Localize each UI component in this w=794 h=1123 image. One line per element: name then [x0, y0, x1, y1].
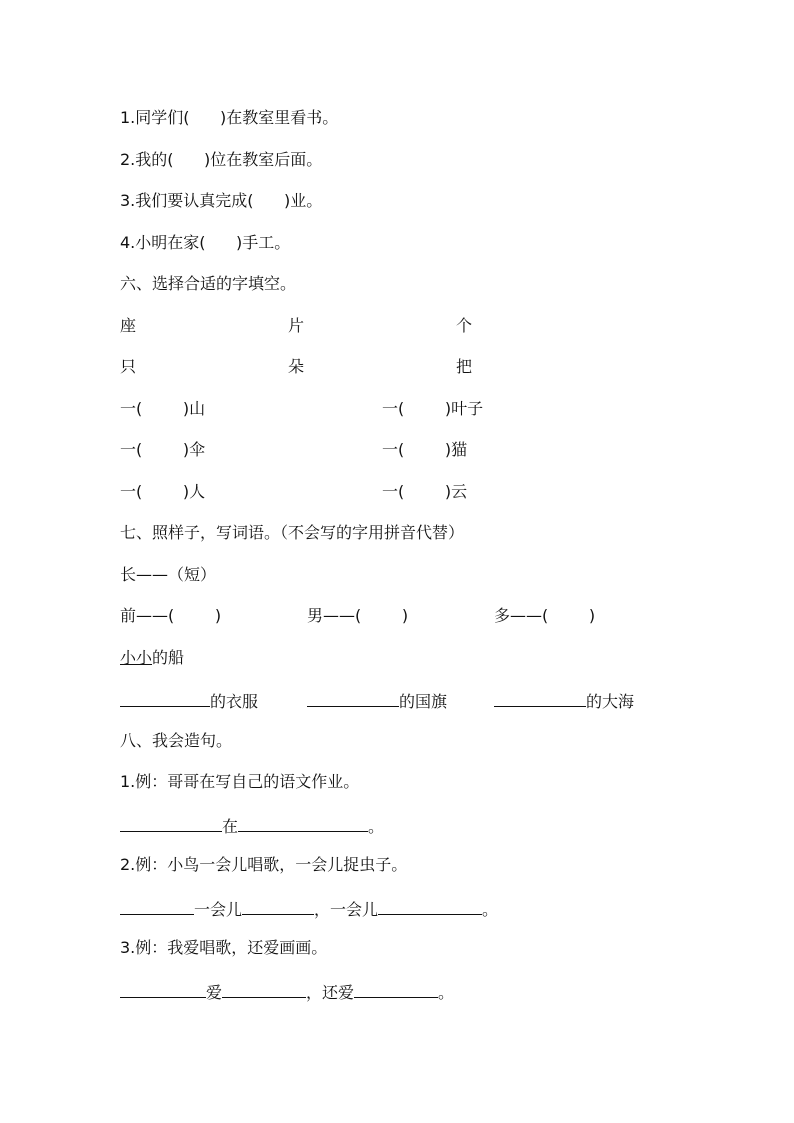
answer-blank[interactable]	[238, 813, 368, 832]
word-choice: 片	[288, 316, 305, 335]
answer-blank[interactable]	[222, 979, 306, 998]
sentence-answer-3	[120, 979, 454, 1004]
sentence-word: 一会儿	[194, 900, 243, 919]
word-choice: 朵	[288, 357, 305, 376]
phrase-fill	[494, 688, 634, 713]
answer-blank[interactable]	[242, 896, 314, 915]
sentence-end: 。	[368, 817, 385, 836]
sentence-example-3: 3.例：我爱唱歌，还爱画画。	[120, 938, 328, 957]
answer-blank[interactable]	[307, 688, 399, 707]
measure-item: 一( )叶子	[382, 399, 484, 418]
question-3: 3.我们要认真完成( )业。	[120, 191, 323, 210]
phrase-fill	[307, 688, 447, 713]
antonym-item: 男——( )	[307, 606, 409, 625]
measure-item: 一( )山	[120, 399, 206, 418]
word-choice: 个	[456, 316, 473, 335]
sentence-end: 。	[482, 900, 499, 919]
word-choice: 只	[120, 357, 137, 376]
measure-item: 一( )云	[382, 482, 468, 501]
answer-blank[interactable]	[354, 979, 438, 998]
sentence-example-1: 1.例：哥哥在写自己的语文作业。	[120, 772, 360, 791]
question-2: 2.我的( )位在教室后面。	[120, 150, 323, 169]
sentence-word: ，还爱	[306, 983, 355, 1002]
phrase-fill	[120, 688, 258, 713]
antonym-item: 多——( )	[494, 606, 596, 625]
sentence-example-2: 2.例：小鸟一会儿唱歌，一会儿捉虫子。	[120, 855, 408, 874]
answer-blank[interactable]	[120, 813, 222, 832]
sentence-word: 在	[222, 817, 239, 836]
measure-item: 一( )伞	[120, 440, 206, 459]
measure-item: 一( )猫	[382, 440, 468, 459]
sentence-word: 爱	[206, 983, 223, 1002]
answer-blank[interactable]	[494, 688, 586, 707]
answer-blank[interactable]	[120, 896, 194, 915]
measure-item: 一( )人	[120, 482, 206, 501]
section-6-title: 六、选择合适的字填空。	[120, 274, 297, 293]
sentence-answer-1	[120, 813, 384, 838]
answer-blank[interactable]	[120, 979, 206, 998]
question-1: 1.同学们( )在教室里看书。	[120, 108, 339, 127]
antonym-example: 长——（短）	[120, 565, 217, 584]
phrase-suffix: 的国旗	[399, 692, 448, 711]
section-7-title: 七、照样子，写词语。（不会写的字用拼音代替）	[120, 523, 465, 542]
answer-blank[interactable]	[378, 896, 482, 915]
phrase-suffix: 的大海	[586, 692, 635, 711]
example-underlined-word: 小小	[120, 648, 153, 667]
phrase-suffix: 的衣服	[210, 692, 259, 711]
sentence-answer-2	[120, 896, 498, 921]
sentence-word: ，一会儿	[314, 900, 379, 919]
sentence-end: 。	[438, 983, 455, 1002]
word-choice: 把	[456, 357, 473, 376]
question-4: 4.小明在家( )手工。	[120, 233, 291, 252]
word-choice: 座	[120, 316, 137, 335]
example-rest: 的船	[152, 648, 185, 667]
antonym-item: 前——( )	[120, 606, 222, 625]
section-8-title: 八、我会造句。	[120, 731, 233, 750]
phrase-example	[120, 647, 184, 669]
answer-blank[interactable]	[120, 688, 210, 707]
